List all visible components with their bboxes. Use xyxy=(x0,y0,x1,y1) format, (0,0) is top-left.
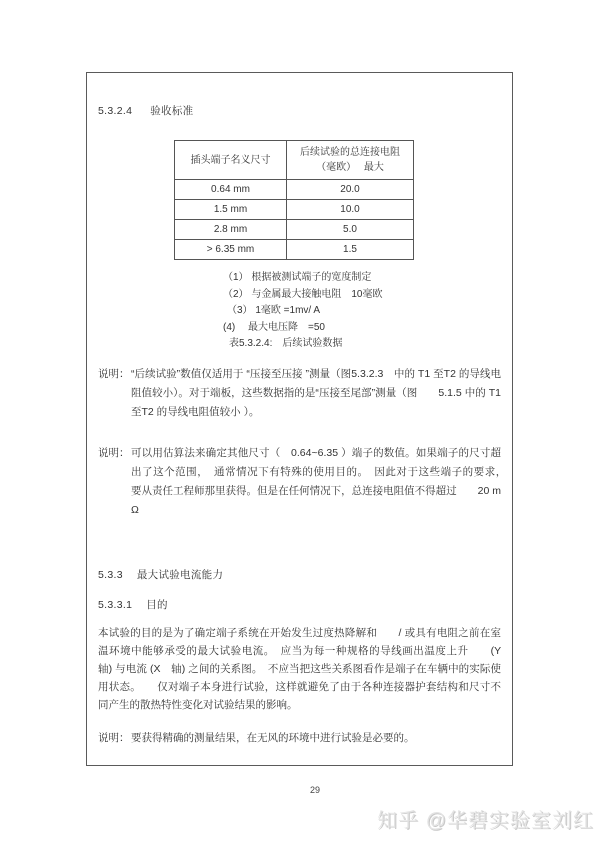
column-header-size: 插头端子名义尺寸 xyxy=(175,141,287,180)
section-number: 5.3.3 xyxy=(98,568,123,581)
section-number: 5.3.2.4 xyxy=(98,105,133,117)
document-content xyxy=(87,103,512,748)
section-title: 最大试验电流能力 xyxy=(136,568,224,581)
watermark-text: 知乎 @华碧实验室刘红 xyxy=(377,810,594,832)
acceptance-criteria-table xyxy=(174,140,414,260)
cell-size: > 6.35 mm xyxy=(175,240,287,260)
cell-size: 1.5 mm xyxy=(175,200,287,220)
footnote-4: (4) 最大电压降 =50 xyxy=(223,321,325,333)
table-footnotes xyxy=(223,270,501,336)
cell-resistance: 1.5 xyxy=(287,240,414,260)
footnote-1: （1） 根据被测试端子的宽度制定 xyxy=(223,272,372,284)
table-row xyxy=(175,220,414,240)
table-header-row xyxy=(175,141,414,180)
footnote-2: （2） 与金属最大接触电阻 10毫欧 xyxy=(223,288,383,300)
table-row xyxy=(175,200,414,220)
page-number: 29 xyxy=(309,785,320,795)
remark-paragraph-2 xyxy=(98,444,512,520)
cell-size: 2.8 mm xyxy=(175,220,287,240)
remark-text: “后续试验”数值仅适用于 “压接至压接 ”测量（图5.3.2.3 中的 T1 至T2 的导线电阻值较小）。对于端板，这些数据指的是“压接至尾部”测量（图 5.1.5 中的 T1 至T2 的导线电阻值较小 ）。 xyxy=(131,367,504,418)
cell-resistance: 20.0 xyxy=(287,180,414,200)
section-heading-5-3-3 xyxy=(98,567,501,583)
remark-label: 说明： xyxy=(98,367,130,380)
remark-label: 说明： xyxy=(98,446,130,459)
section-title: 验收标准 xyxy=(150,105,194,117)
column-header-resistance-line1: 后续试验的总连接电阻 xyxy=(300,147,400,159)
footnote-3: （3） 1毫欧 =1mv/ A xyxy=(227,305,321,317)
section-heading-5-3-3-1 xyxy=(98,597,501,613)
document-page-frame xyxy=(86,72,513,766)
cell-size: 0.64 mm xyxy=(175,180,287,200)
cell-resistance: 5.0 xyxy=(287,220,414,240)
table-caption: 表5.3.2.4: 后续试验数据 xyxy=(229,338,343,350)
remark-paragraph-3 xyxy=(98,729,501,748)
remark-label: 说明： xyxy=(98,732,130,745)
remark-text: 可以用估算法来确定其他尺寸（ 0.64~6.35 ）端子的数值。如果端子的尺寸超出了这个范围， 通常情况下有特殊的使用目的。 因此对于这些端子的要求， 要从责任工程师那里获得。但是在任何情况下，总连接电阻值不得超过 20 m Ω xyxy=(131,446,512,516)
section-title: 目的 xyxy=(146,599,168,612)
remark-paragraph-1 xyxy=(98,365,504,422)
cell-resistance: 10.0 xyxy=(287,200,414,220)
column-header-resistance-line2: （毫欧） 最大 xyxy=(316,162,384,174)
remark-text: 要获得精确的测量结果，在无风的环境中进行试验是必要的。 xyxy=(131,732,415,745)
section-number: 5.3.3.1 xyxy=(98,599,133,612)
column-header-resistance xyxy=(287,141,414,180)
section-heading-5-3-2-4 xyxy=(98,103,501,119)
purpose-paragraph: 本试验的目的是为了确定端子系统在开始发生过度热降解和 / 或具有电阻之前在室温环境中能够承受的最大试验电流。 应当为每一种规格的导线画出温度上升 (Y 轴) 与电流 (X 轴) 之间的关系图。 不应当把这些关系图看作是端子在车辆中的实际使用状态。 仅对端子本身进行试验，这样就避免了由于各种连接器护套结构和尺寸不同产生的散热特性变化对试验结果的影响。 xyxy=(98,627,512,712)
table-row xyxy=(175,240,414,260)
table-row xyxy=(175,180,414,200)
